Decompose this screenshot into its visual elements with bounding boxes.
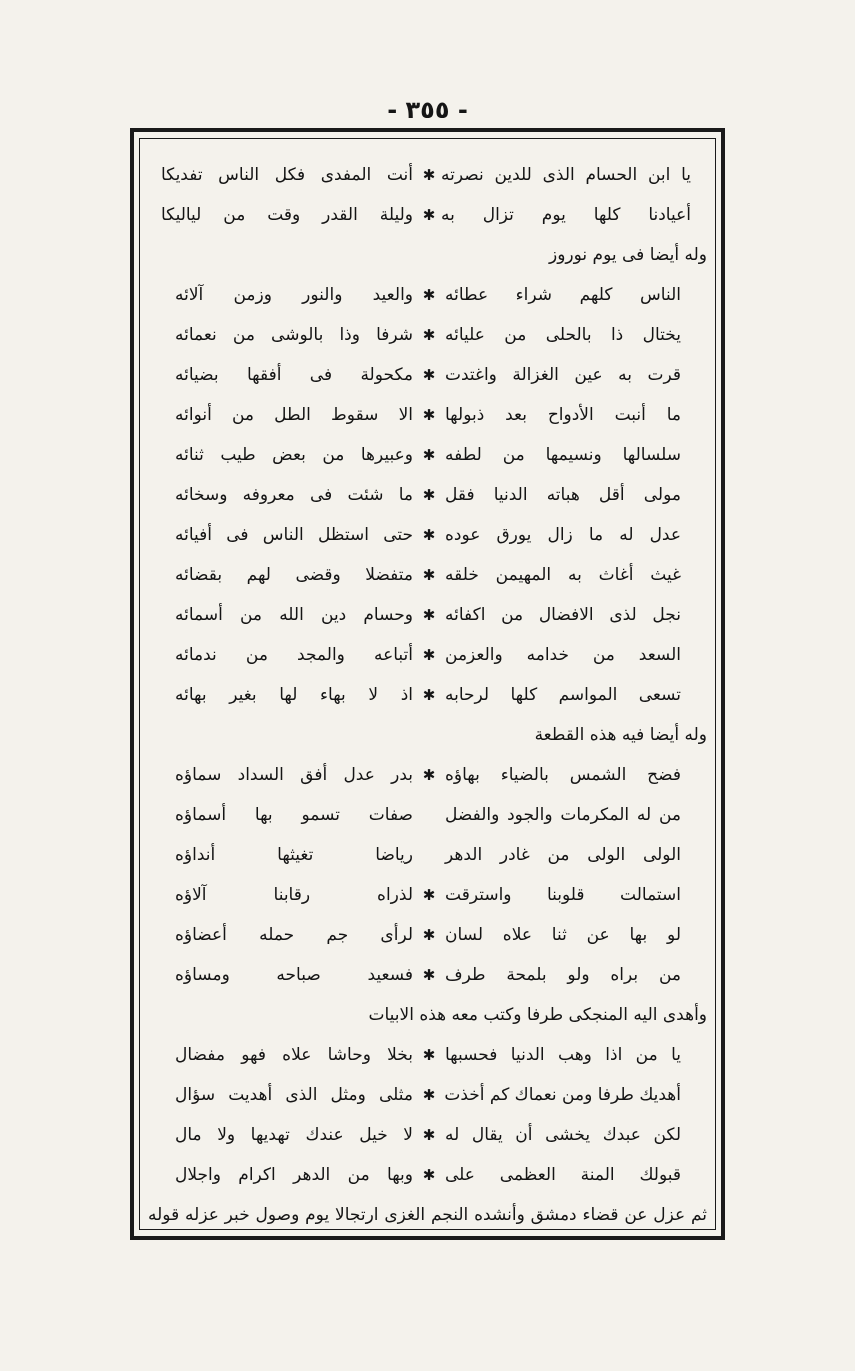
second-hemistich: اذ لا بهاء لها بغير بهائه [175, 685, 413, 705]
verse-line [146, 555, 709, 595]
second-hemistich: بدر عدل أفق السداد سماؤه [175, 765, 413, 785]
second-hemistich: حتى استظل الناس فى أفيائه [175, 525, 413, 545]
verse-line [146, 595, 709, 635]
first-hemistich: تسعى المواسم كلها لرحابه [445, 685, 681, 705]
verse-separator-icon: ✱ [422, 606, 436, 624]
verse-line [146, 315, 709, 355]
second-hemistich: لذراه رقابنا آلاؤه [175, 885, 413, 905]
first-hemistich: غيث أغاث به المهيمن خلقه [445, 565, 681, 585]
second-hemistich: بخلا وحاشا علاه فهو مفضال [175, 1045, 413, 1065]
verse-separator-icon: ✱ [422, 166, 436, 184]
second-hemistich: مثلى ومثل الذى أهديت سؤال [175, 1085, 413, 1105]
poem-heading-text: وله أيضا فيه هذه القطعة [534, 725, 707, 745]
second-hemistich: شرفا وذا بالوشى من نعمائه [175, 325, 413, 345]
first-hemistich: أعيادنا كلها يوم تزال به [441, 205, 691, 225]
verse-separator-icon: ✱ [422, 406, 436, 424]
verse-separator-icon: ✱ [422, 486, 436, 504]
verse-line [146, 755, 709, 795]
second-hemistich: رياضا تغيثها أنداؤه [175, 845, 413, 865]
first-hemistich: فضح الشمس بالضياء بهاؤه [445, 765, 681, 785]
poem-heading [146, 715, 709, 755]
verse-separator-icon: ✱ [422, 566, 436, 584]
text-body [146, 150, 709, 1225]
verse-line [146, 475, 709, 515]
verse-line [146, 1035, 709, 1075]
verse-line [146, 875, 709, 915]
poem-heading-text: وأهدى اليه المنجكى طرفا وكتب معه هذه الابيات [368, 1005, 707, 1025]
prose-text: ثم عزل عن قضاء دمشق وأنشده النجم الغزى ارتجالا يوم وصول خبر عزله قوله [148, 1205, 707, 1225]
first-hemistich: الولى الولى من غادر الدهر [445, 845, 681, 865]
verse-separator-icon: ✱ [422, 1166, 436, 1184]
second-hemistich: أنت المفدى فكل الناس تفديكا [161, 165, 413, 185]
verse-separator-icon: ✱ [422, 366, 436, 384]
second-hemistich: وعبيرها من بعض طيب ثنائه [175, 445, 413, 465]
first-hemistich: استمالت قلوبنا واسترقت [445, 885, 681, 905]
second-hemistich: فسعيد صباحه ومساؤه [175, 965, 413, 985]
verse-line [146, 955, 709, 995]
verse-line [146, 1155, 709, 1195]
verse-separator-icon: ✱ [422, 206, 436, 224]
verse-line [146, 355, 709, 395]
first-hemistich: قرت به عين الغزالة واغتدت [445, 365, 681, 385]
page-number: - ٣٥٥ - [387, 96, 468, 124]
verse-separator-icon: ✱ [422, 1126, 436, 1144]
verse-separator-icon: ✱ [422, 766, 436, 784]
first-hemistich: مولى أقل هباته الدنيا فقل [445, 485, 681, 505]
first-hemistich: عدل له ما زال يورق عوده [445, 525, 681, 545]
verse-line [146, 395, 709, 435]
verse-line [146, 795, 709, 835]
verse-line [146, 1075, 709, 1115]
verse-separator-icon: ✱ [422, 1086, 436, 1104]
first-hemistich: لكن عبدك يخشى أن يقال له [445, 1125, 681, 1145]
first-hemistich: من براه ولو بلمحة طرف [445, 965, 681, 985]
second-hemistich: لا خيل عندك تهديها ولا مال [175, 1125, 413, 1145]
verse-separator-icon: ✱ [422, 926, 436, 944]
first-hemistich: الناس كلهم شراء عطائه [445, 285, 681, 305]
first-hemistich: قبولك المنة العظمى على [445, 1165, 681, 1185]
second-hemistich: مكحولة فى أفقها بضيائه [175, 365, 413, 385]
verse-separator-icon: ✱ [422, 646, 436, 664]
verse-separator-icon: ✱ [422, 286, 436, 304]
verse-line [146, 1115, 709, 1155]
first-hemistich: سلسالها ونسيمها من لطفه [445, 445, 681, 465]
verse-separator-icon: ✱ [422, 886, 436, 904]
second-hemistich: لرأى جم حمله أعضاؤه [175, 925, 413, 945]
poem-heading [146, 995, 709, 1035]
second-hemistich: وبها من الدهر اكرام واجلال [175, 1165, 413, 1185]
verse-line [146, 195, 709, 235]
first-hemistich: يا ابن الحسام الذى للدين نصرته [441, 165, 691, 185]
verse-line [146, 515, 709, 555]
verse-separator-icon: ✱ [422, 326, 436, 344]
first-hemistich: من له المكرمات والجود والفضل [445, 805, 681, 825]
first-hemistich: أهديك طرفا ومن نعماك كم أخذت [444, 1085, 681, 1105]
verse-line [146, 155, 709, 195]
first-hemistich: يا من اذا وهب الدنيا فحسبها [445, 1045, 681, 1065]
second-hemistich: وحسام دين الله من أسمائه [175, 605, 413, 625]
verse-separator-icon: ✱ [422, 686, 436, 704]
second-hemistich: ما شئت فى معروفه وسخائه [175, 485, 413, 505]
verse-separator-icon: ✱ [422, 446, 436, 464]
verse-separator-icon: ✱ [422, 526, 436, 544]
poem-heading-text: وله أيضا فى يوم نوروز [549, 245, 707, 265]
verse-line [146, 675, 709, 715]
verse-line [146, 635, 709, 675]
verse-separator-icon: ✱ [422, 966, 436, 984]
verse-line [146, 435, 709, 475]
second-hemistich: والعيد والنور وزمن آلائه [175, 285, 413, 305]
first-hemistich: يختال ذا بالحلى من عليائه [445, 325, 681, 345]
verse-line [146, 275, 709, 315]
first-hemistich: نجل لذى الافضال من اكفائه [445, 605, 681, 625]
second-hemistich: الا سقوط الطل من أنوائه [175, 405, 413, 425]
second-hemistich: وليلة القدر وقت من لياليكا [161, 205, 413, 225]
first-hemistich: لو بها عن ثنا علاه لسان [445, 925, 681, 945]
second-hemistich: متفضلا وقضى لهم بقضائه [175, 565, 413, 585]
first-hemistich: ما أنبت الأدواح بعد ذبولها [445, 405, 681, 425]
verse-separator-icon: ✱ [422, 1046, 436, 1064]
verse-line [146, 835, 709, 875]
first-hemistich: السعد من خدامه والعزمن [445, 645, 681, 665]
second-hemistich: صفات تسمو بها أسماؤه [175, 805, 413, 825]
prose-line [146, 1195, 709, 1235]
second-hemistich: أتباعه والمجد من ندمائه [175, 645, 413, 665]
poem-heading [146, 235, 709, 275]
verse-line [146, 915, 709, 955]
